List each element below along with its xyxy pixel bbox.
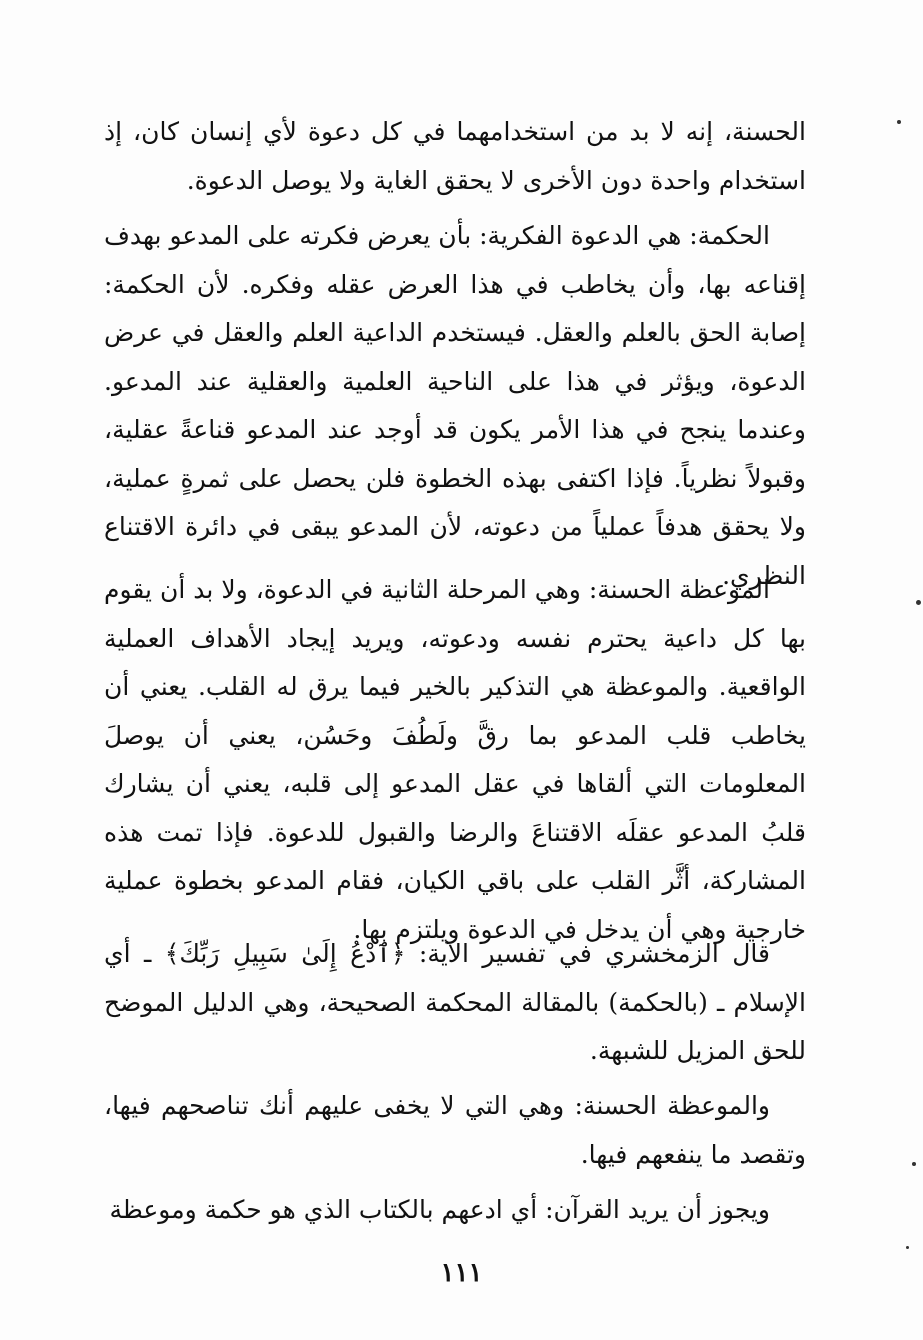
scan-speck [897, 120, 901, 124]
page-number: ١١١ [440, 1258, 483, 1288]
paragraph-hikma: الحكمة: هي الدعوة الفكرية: بأن يعرض فكرته على المدعو بهدف إقناعه بها، وأن يخاطب في هذا العرض عقله وفكره. لأن الحكمة: إصابة الحق بالعلم والعقل. فيستخدم الداعية العلم والعقل في عرض الدعوة، ويؤثر في هذا على الناحية العلمية والعقلية عند المدعو. وعندما ينجح في هذا الأمر يكون قد أوجد عند المدعو قناعةً عقلية، وقبولاً نظرياً. فإذا اكتفى بهذه الخطوة فلن يحصل على ثمرةٍ عملية، ولا يحقق هدفاً عملياً من دعوته، لأن المدعو يبقى في دائرة الاقتناع النظري. [104, 221, 807, 590]
scan-speck [916, 600, 921, 605]
scan-speck [906, 1246, 909, 1249]
paragraph-mawiza-hasana: والموعظة الحسنة: وهي التي لا يخفى عليهم أنك تناصحهم فيها، وتقصد ما ينفعهم فيها. [104, 1091, 806, 1169]
paragraph-mawiza: الموعظة الحسنة: وهي المرحلة الثانية في الدعوة، ولا بد أن يقوم بها كل داعية يحترم نفسه ودعوته، ويريد إيجاد الأهداف العملية الواقعية. والموعظة هي التذكير بالخير فيما يرق له القلب. يعني أن يخاطب قلب المدعو بما رقَّ ولَطُفَ وحَسُن، يعني أن يوصلَ المعلومات التي ألقاها في عقل المدعو إلى قلبه، يعني أن يشارك قلبُ المدعو عقلَه الاقتناعَ والرضا والقبول للدعوة. فإذا تمت هذه المشاركة، أثَّر القلب على باقي الكيان، فقام المدعو بخطوة عملية خارجية وهي أن يدخل في الدعوة ويلتزم بها. [104, 575, 806, 944]
paragraph-continuation: الحسنة، إنه لا بد من استخدامهما في كل دعوة لأي إنسان كان، إذ استخدام واحدة دون الأخرى لا يحقق الغاية ولا يوصل الدعوة. [104, 117, 806, 195]
paragraph-quran: ويجوز أن يريد القرآن: أي ادعهم بالكتاب الذي هو حكمة وموعظة [109, 1195, 770, 1224]
scan-speck [912, 1162, 916, 1166]
paragraph-zamakhshari: قال الزمخشري في تفسير الآية: ﴿ٱدْعُ إِلَىٰ سَبِيلِ رَبِّكَ﴾ ـ أي الإسلام ـ (بالحكمة) بالمقالة المحكمة الصحيحة، وهي الدليل الموضح للحق المزيل للشبهة. [104, 939, 806, 1065]
